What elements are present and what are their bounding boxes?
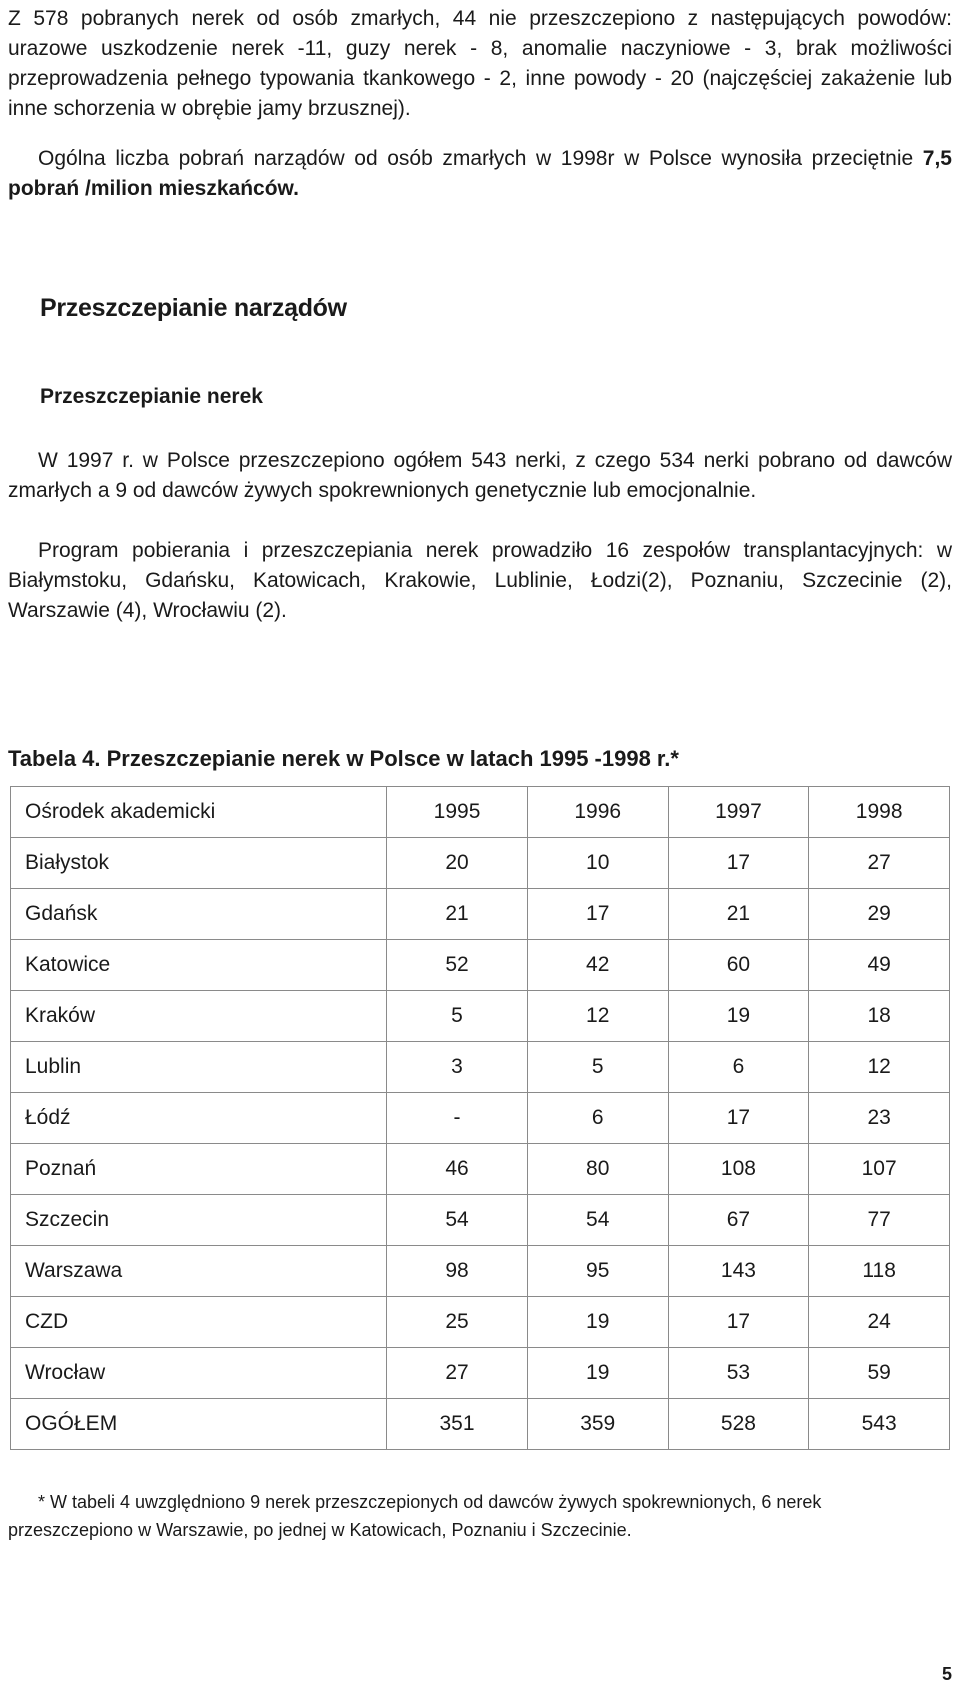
table-cell-value: 54	[527, 1195, 668, 1246]
table-cell-value: 23	[809, 1093, 950, 1144]
table-row	[11, 940, 950, 991]
table-cell-value: 21	[387, 889, 528, 940]
table-cell-value: 60	[668, 940, 809, 991]
table-footnote	[8, 1488, 952, 1544]
table-cell-value: 528	[668, 1399, 809, 1450]
table-cell-value: 59	[809, 1348, 950, 1399]
page-number: 5	[941, 1664, 952, 1684]
table-header-cell: 1998	[809, 787, 950, 838]
table-cell-value: 42	[527, 940, 668, 991]
table-cell-value: 29	[809, 889, 950, 940]
table-cell-value: 27	[387, 1348, 528, 1399]
table-header-row	[11, 787, 950, 838]
table-row	[11, 838, 950, 889]
footnote-line-1: * W tabeli 4 uwzględniono 9 nerek przeszczepionych od dawców żywych spokrewnionych, 6 nerek	[38, 1492, 822, 1512]
table-cell-value: 17	[527, 889, 668, 940]
table-cell-center-name: Szczecin	[11, 1195, 387, 1246]
table-cell-center-name: Katowice	[11, 940, 387, 991]
table-cell-center-name: Łódź	[11, 1093, 387, 1144]
table-cell-value: 17	[668, 1093, 809, 1144]
table-cell-value: 53	[668, 1348, 809, 1399]
table-cell-value: 359	[527, 1399, 668, 1450]
kidney-transplant-table	[10, 786, 950, 1450]
table-cell-value: 95	[527, 1246, 668, 1297]
table-cell-value: 108	[668, 1144, 809, 1195]
table-cell-value: 6	[668, 1042, 809, 1093]
section-title: Przeszczepianie narządów	[40, 294, 347, 322]
table-header-cell: Ośrodek akademicki	[11, 787, 387, 838]
table-row	[11, 1144, 950, 1195]
table-row	[11, 1093, 950, 1144]
table-cell-value: 17	[668, 838, 809, 889]
table-row	[11, 1042, 950, 1093]
table-header-cell: 1995	[387, 787, 528, 838]
table-cell-center-name: Warszawa	[11, 1246, 387, 1297]
table-cell-value: 118	[809, 1246, 950, 1297]
table-cell-value: 12	[809, 1042, 950, 1093]
table-cell-value: 80	[527, 1144, 668, 1195]
table-cell-value: 6	[527, 1093, 668, 1144]
table-cell-value: 18	[809, 991, 950, 1042]
table-caption: Tabela 4. Przeszczepianie nerek w Polsce w latach 1995 -1998 r.*	[8, 746, 679, 771]
intro-paragraph-rate	[8, 144, 952, 204]
table-cell-value: 24	[809, 1297, 950, 1348]
table-cell-value: 21	[668, 889, 809, 940]
table-row	[11, 991, 950, 1042]
table-cell-center-name: Lublin	[11, 1042, 387, 1093]
table-cell-value: 54	[387, 1195, 528, 1246]
table-row	[11, 1195, 950, 1246]
table-row	[11, 1348, 950, 1399]
table-cell-value: 98	[387, 1246, 528, 1297]
table-header-cell: 1997	[668, 787, 809, 838]
table-cell-value: 19	[527, 1297, 668, 1348]
body-paragraph-1997: W 1997 r. w Polsce przeszczepiono ogółem 543 nerki, z czego 534 nerki pobrano od dawców zmarłych a 9 od dawców żywych spokrewnionych genetycznie lub emocjonalnie.	[8, 449, 952, 502]
table-cell-value: 107	[809, 1144, 950, 1195]
table-cell-center-name: CZD	[11, 1297, 387, 1348]
table-cell-value: 10	[527, 838, 668, 889]
table-cell-value: 49	[809, 940, 950, 991]
table-cell-center-name: Poznań	[11, 1144, 387, 1195]
table-cell-value: 3	[387, 1042, 528, 1093]
table-cell-value: 543	[809, 1399, 950, 1450]
rate-text: Ogólna liczba pobrań narządów od osób zmarłych w 1998r w Polsce wynosiła przeciętnie	[38, 147, 923, 170]
table-cell-value: 143	[668, 1246, 809, 1297]
table-cell-center-name: Wrocław	[11, 1348, 387, 1399]
table-cell-value: 52	[387, 940, 528, 991]
section-subtitle: Przeszczepianie nerek	[40, 385, 263, 408]
table-cell-value: 77	[809, 1195, 950, 1246]
table-cell-center-name: Kraków	[11, 991, 387, 1042]
table-cell-value: 5	[387, 991, 528, 1042]
table-row	[11, 889, 950, 940]
rate-bold-value: 7,5 pobrań /milion mieszkańców.	[8, 147, 952, 200]
table-cell-value: 12	[527, 991, 668, 1042]
table-row	[11, 1297, 950, 1348]
body-paragraph-program: Program pobierania i przeszczepiania nerek prowadziło 16 zespołów transplantacyjnych: w Białymstoku, Gdańsku, Katowicach, Krakowie, Lublinie, Łodzi(2), Poznaniu, Szczecinie (2), Warszawie (4), Wrocławiu (2).	[8, 539, 952, 622]
table-cell-value: 5	[527, 1042, 668, 1093]
table-cell-value: 17	[668, 1297, 809, 1348]
table-cell-value: 19	[668, 991, 809, 1042]
table-cell-value: 25	[387, 1297, 528, 1348]
table-cell-value: -	[387, 1093, 528, 1144]
table-row	[11, 1399, 950, 1450]
footnote-line-2: przeszczepiono w Warszawie, po jednej w Katowicach, Poznaniu i Szczecinie.	[8, 1520, 632, 1540]
table-cell-value: 351	[387, 1399, 528, 1450]
table-header-cell: 1996	[527, 787, 668, 838]
table-cell-center-name: Białystok	[11, 838, 387, 889]
table-cell-value: 19	[527, 1348, 668, 1399]
table-cell-value: 27	[809, 838, 950, 889]
table-row	[11, 1246, 950, 1297]
table-cell-center-name: OGÓŁEM	[11, 1399, 387, 1450]
table-cell-value: 20	[387, 838, 528, 889]
intro-paragraph-donations: Z 578 pobranych nerek od osób zmarłych, 44 nie przeszczepiono z następujących powodów: urazowe uszkodzenie nerek -11, guzy nerek - 8, anomalie naczyniowe - 3, brak możliwości przeprowadzenia pełnego typowania tkankowego - 2, inne powody - 20 (najczęściej zakażenie lub inne schorzenia w obrębie jamy brzusznej).	[8, 7, 952, 120]
table-cell-value: 46	[387, 1144, 528, 1195]
table-cell-center-name: Gdańsk	[11, 889, 387, 940]
table-cell-value: 67	[668, 1195, 809, 1246]
